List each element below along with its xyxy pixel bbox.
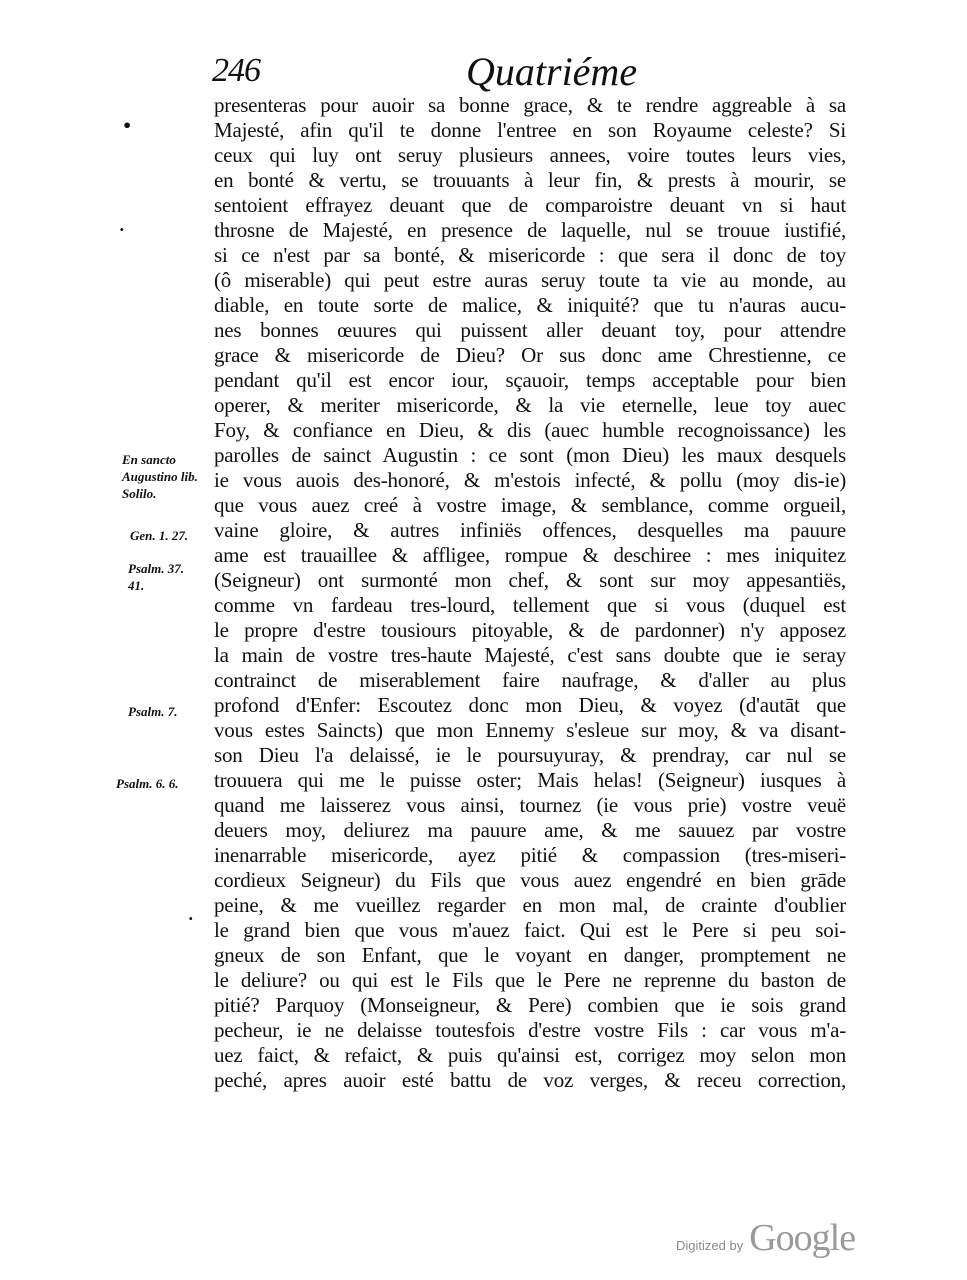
- text-line: comme vn fardeau tres-lourd, tellement que si vous (duquel est: [214, 593, 846, 617]
- text-line: cordieux Seigneur) du Fils que vous auez engendré en bien grāde: [214, 868, 846, 892]
- text-line: le grand bien que vous m'auez faict. Qui est le Pere si peu soi-: [214, 918, 846, 942]
- text-line: peché, apres auoir esté battu de voz verges, & receu correction,: [214, 1068, 846, 1092]
- text-line: (ô miserable) qui peut estre auras seruy toute ta vie au monde, au: [214, 268, 846, 292]
- text-line: nes bonnes œuures qui puissent aller deuant toy, pour attendre: [214, 318, 846, 342]
- margin-note: Psalm. 6. 6.: [116, 776, 179, 791]
- margin-note: Gen. 1. 27.: [130, 528, 189, 543]
- text-line: diable, en toute sorte de malice, & iniquité? que tu n'auras aucu-: [214, 293, 846, 317]
- ink-mark-icon: •: [122, 116, 133, 135]
- google-logo: Google: [749, 1217, 856, 1259]
- text-line: ceux qui luy ont seruy plusieurs annees, voire toutes leurs vies,: [214, 143, 846, 167]
- text-line: parolles de sainct Augustin : ce sont (mon Dieu) les maux desquels: [214, 443, 846, 467]
- text-line: deuers moy, deliurez ma pauure ame, & me sauuez par vostre: [214, 818, 846, 842]
- text-line: son Dieu l'a delaissé, ie le poursuyuray, & prendray, car nul se: [214, 743, 846, 767]
- text-line: contrainct de miserablement faire naufrage, & d'aller au plus: [214, 668, 846, 692]
- text-line: operer, & meriter misericorde, & la vie eternelle, leue toy auec: [214, 393, 846, 417]
- text-line: peine, & me vueillez regarder en mon mal, de crainte d'oublier: [214, 893, 846, 917]
- text-line: vaine gloire, & autres infiniës offences, desquelles ma pauure: [214, 518, 846, 542]
- text-line: sentoient effrayez deuant que de comparoistre deuant vn si haut: [214, 193, 846, 217]
- margin-note: Psalm. 7.: [128, 704, 178, 719]
- watermark-prefix: Digitized by: [676, 1238, 744, 1253]
- text-line: si ce n'est par sa bonté, & misericorde : que sera il donc de toy: [214, 243, 846, 267]
- text-line: vous estes Saincts) que mon Ennemy s'esleue sur moy, & va disant-: [214, 718, 846, 742]
- digitized-by-google-watermark: [676, 1216, 855, 1260]
- text-line: trouuera qui me le puisse oster; Mais helas! (Seigneur) iusques à: [214, 768, 846, 792]
- text-line: pitié? Parquoy (Monseigneur, & Pere) combien que ie sois grand: [214, 993, 846, 1017]
- running-head: Quatriéme: [466, 49, 638, 94]
- body-text: [214, 93, 846, 1093]
- margin-note: En sancto Augustino lib. Solilo.: [122, 452, 198, 501]
- text-line: ame est trauaillee & affligee, rompue & deschiree : mes iniquitez: [214, 543, 846, 567]
- text-line: quand me laisserez vous ainsi, tournez (ie vous prie) vostre veuë: [214, 793, 846, 817]
- text-line: le propre d'estre tousiours pitoyable, & de pardonner) n'y apposez: [214, 618, 846, 642]
- text-line: profond d'Enfer: Escoutez donc mon Dieu, & voyez (d'autāt que: [214, 693, 846, 717]
- text-line: en bonté & vertu, se trouuants à leur fin, & prests à mourir, se: [214, 168, 846, 192]
- text-line: ie vous auois des-honoré, & m'estois infecté, & pollu (moy dis-ie): [214, 468, 846, 492]
- text-line: throsne de Majesté, en presence de laquelle, nul se trouue iustifié,: [214, 218, 846, 242]
- text-line: le deliure? ou qui est le Fils que le Pere ne reprenne du baston de: [214, 968, 846, 992]
- text-line: que vous auez creé à vostre image, & semblance, comme orgueil,: [214, 493, 846, 517]
- text-line: inenarrable misericorde, ayez pitié & compassion (tres-miseri-: [214, 843, 846, 867]
- margin-note: Psalm. 37. 41.: [128, 561, 184, 593]
- text-line: la main de vostre tres-haute Majesté, c'est sans doubte que ie seray: [214, 643, 846, 667]
- page-number: 246: [212, 52, 260, 89]
- text-line: pecheur, ie ne delaisse toutesfois d'estre vostre Fils : car vous m'a-: [214, 1018, 846, 1042]
- text-line: presenteras pour auoir sa bonne grace, & te rendre aggreable à sa: [214, 93, 846, 117]
- ink-mark-icon: ·: [188, 909, 194, 928]
- text-line: (Seigneur) ont surmonté mon chef, & sont sur moy appesantiës,: [214, 568, 846, 592]
- ink-mark-icon: ·: [119, 220, 125, 239]
- text-line: Foy, & confiance en Dieu, & dis (auec humble recognoissance) les: [214, 418, 846, 442]
- text-line: uez faict, & refaict, & puis qu'ainsi est, corrigez moy selon mon: [214, 1043, 846, 1067]
- text-line: Majesté, afin qu'il te donne l'entree en son Royaume celeste? Si: [214, 118, 846, 142]
- text-line: grace & misericorde de Dieu? Or sus donc ame Chrestienne, ce: [214, 343, 846, 367]
- text-line: gneux de son Enfant, que le voyant en danger, promptement ne: [214, 943, 846, 967]
- text-line: pendant qu'il est encor iour, sçauoir, temps acceptable pour bien: [214, 368, 846, 392]
